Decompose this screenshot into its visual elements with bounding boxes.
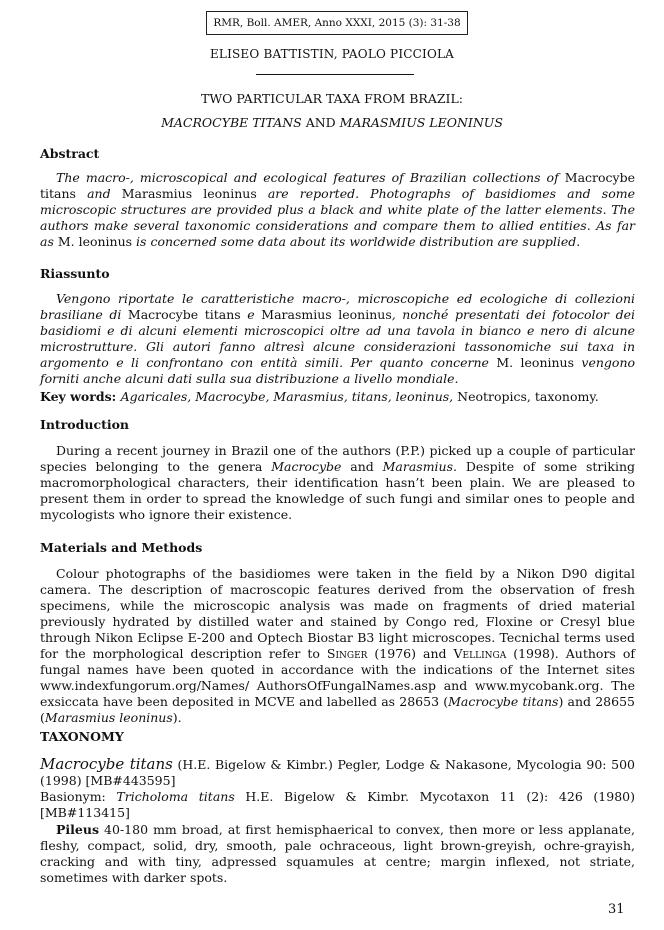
riassunto-heading: Riassunto: [40, 266, 110, 281]
methods-text: Colour photographs of the basidiomes were taken in the field by a Nikon D90 digital camera. The description of macroscopic features derived from the observation of fresh specimens, while the microscopic analysis was made on fragments of dried material previously hydrated by distilled water and stained by Congo red, Floxine or Cresyl blue through Nikon Eclipse E-200 and Optech Biostar B3 light microscopes. Tecnichal terms used for the morphological description refer to Singer (1976) and Vellinga (1998). Authors of fungal names have been quoted in accordance with the indications of the Internet sites www.indexfungorum.org/Names/ AuthorsOfFungalNames.asp and www.mycobank.org. The exsiccata have been deposited in MCVE and labelled as 28653 (Macrocybe titans) and 28655 (Marasmius leoninus).: [40, 566, 635, 725]
riassunto-text: Vengono riportate le caratteristiche macro-, microscopiche ed ecologiche di collezioni brasiliane di Macrocybe titans e Marasmius leoninus, nonché presentati dei fotocolor dei basidiomi e di alcuni elementi microscopici oltre ad una tavola in bianco e nero di alcune microstrutture. Gli autori fanno altresì alcune considerazioni tassonomiche sui taxa in argomento e li confrontano con entità simili. Per quanto concerne M. leoninus vengono forniti anche alcuni dati sulla sua distribuzione a livello mondiale.: [40, 291, 636, 386]
title-taxon-1: MACROCYBE TITANS: [161, 115, 302, 130]
title-line-2: [0, 115, 664, 130]
methods-heading: Materials and Methods: [40, 540, 203, 555]
divider: [256, 74, 414, 75]
pileus-description: Pileus 40-180 mm broad, at first hemisphaerical to convex, then more or less applanate, fleshy, compact, solid, dry, smooth, pale ochraceous, light brown-greyish, ochre-grayish, cracking and with tiny, adpressed squamules at centre; margin inflexed, not striate, sometimes with darker spots.: [40, 822, 635, 885]
title-line-1: TWO PARTICULAR TAXA FROM BRAZIL:: [201, 91, 463, 106]
keywords-label: Key words:: [40, 389, 121, 404]
abstract-text: The macro-, microscopical and ecological features of Brazilian collections of Macrocybe titans and Marasmius leoninus are reported. Photographs of basidiomes and some microscopic structures are provided plus a black and white plate of the latter elements. The authors make several taxonomic considerations and compare them to allied entities. As far as M. leoninus is concerned some data about its worldwide distribution are supplied.: [40, 170, 635, 249]
taxon-entry: Macrocybe titans (H.E. Bigelow & Kimbr.) Pegler, Lodge & Nakasone, Mycologia 90: 500 (1998) [MB#443595] Basionym: Tricholoma titans H.E. Bigelow & Kimbr. Mycotaxon 11 (2): 426 (1980) [MB#113415]: [40, 755, 636, 820]
title-and: AND: [301, 115, 340, 130]
authors: ELISEO BATTISTIN, PAOLO PICCIOLA: [209, 47, 455, 61]
introduction-text: During a recent journey in Brazil one of the authors (P.P.) picked up a couple of particular species belonging to the genera Macrocybe and Marasmius. Despite of some striking macromorphological characters, their identification hasn’t been plain. We are pleased to present them in order to spread the knowledge of such fungi and similar ones to people and mycologists who ignore their existence.: [40, 443, 636, 522]
taxon-name: Macrocybe titans: [40, 755, 173, 773]
citation-box: RMR, Boll. AMER, Anno XXXI, 2015 (3): 31-38: [206, 11, 468, 35]
introduction-heading: Introduction: [40, 417, 130, 432]
taxonomy-heading: TAXONOMY: [40, 729, 124, 744]
title-taxon-2: MARASMIUS LEONINUS: [339, 115, 503, 130]
abstract-heading: Abstract: [40, 146, 100, 161]
page-number: 31: [608, 902, 625, 917]
keywords: Key words: Agaricales, Macrocybe, Marasmius, titans, leoninus, Neotropics, taxonomy.: [40, 389, 599, 404]
